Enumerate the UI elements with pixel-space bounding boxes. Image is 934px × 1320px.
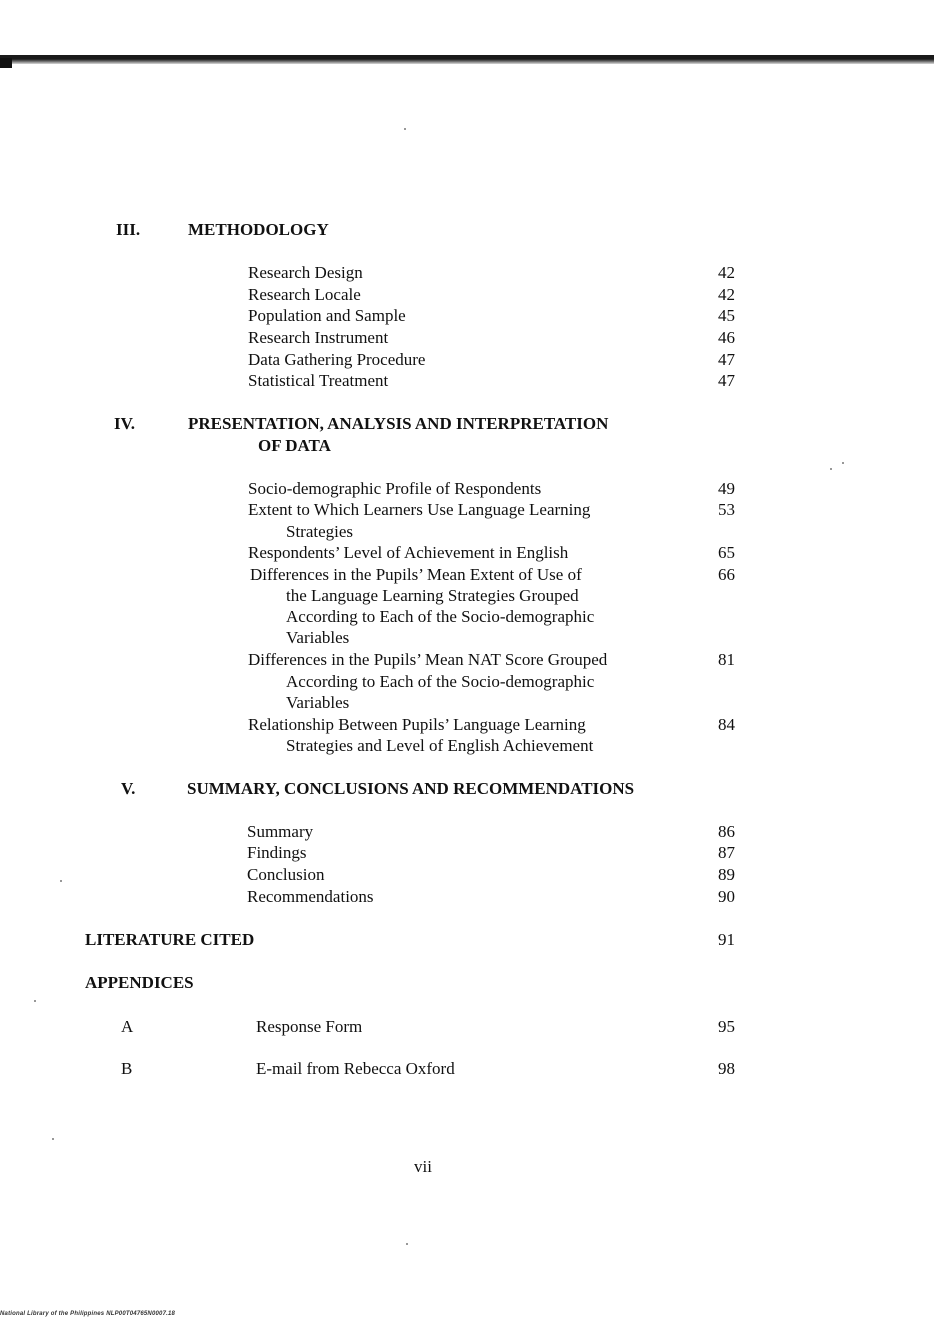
toc-entry-page: 84 bbox=[718, 715, 735, 734]
toc-entry-page: 49 bbox=[718, 479, 735, 498]
section-title: PRESENTATION, ANALYSIS AND INTERPRETATION bbox=[188, 414, 609, 433]
toc-entry-title: Extent to Which Learners Use Language Learning bbox=[248, 500, 591, 519]
toc-entry-page: 66 bbox=[718, 565, 735, 584]
toc-entry-title: Differences in the Pupils’ Mean Extent of Use of bbox=[250, 565, 582, 584]
toc-entry-page: 45 bbox=[718, 306, 735, 325]
toc-entry-page: 90 bbox=[718, 887, 735, 906]
toc-entry-title: Socio-demographic Profile of Respondents bbox=[248, 479, 542, 498]
toc-entry-page: 47 bbox=[718, 350, 735, 369]
section-numeral: III. bbox=[116, 220, 141, 239]
page-number: vii bbox=[414, 1157, 432, 1176]
scan-speck bbox=[34, 1000, 36, 1002]
literature-cited-heading: LITERATURE CITED bbox=[85, 930, 255, 949]
section-numeral: V. bbox=[121, 779, 136, 798]
toc-entry-title-continued: According to Each of the Socio-demographic bbox=[286, 607, 595, 626]
toc-entry-page: 87 bbox=[718, 843, 735, 862]
appendix-title: Response Form bbox=[256, 1017, 363, 1036]
footer-watermark: National Library of the Philippines NLP00T04765N0007.18 bbox=[0, 1311, 176, 1317]
toc-entry-page: 42 bbox=[718, 285, 735, 304]
toc-entry-title: Recommendations bbox=[247, 887, 374, 906]
toc-entry-title: Respondents’ Level of Achievement in English bbox=[248, 543, 569, 562]
toc-entry-title-continued: Variables bbox=[286, 693, 350, 712]
toc-entry-page: 86 bbox=[718, 822, 735, 841]
section-title-continued: OF DATA bbox=[258, 436, 331, 455]
section-title: METHODOLOGY bbox=[188, 220, 329, 239]
scan-speck bbox=[52, 1138, 54, 1140]
toc-entry-page: 46 bbox=[718, 328, 735, 347]
toc-entry-title: Research Design bbox=[248, 263, 363, 282]
toc-entry-title: Conclusion bbox=[247, 865, 325, 884]
toc-entry-title: Population and Sample bbox=[248, 306, 406, 325]
toc-entry-page: 81 bbox=[718, 650, 735, 669]
toc-entry-page: 91 bbox=[718, 930, 735, 949]
toc-entry-title: Statistical Treatment bbox=[248, 371, 389, 390]
toc-entry-page: 42 bbox=[718, 263, 735, 282]
toc-entry-title-continued: Strategies bbox=[286, 522, 354, 541]
scan-speck bbox=[842, 462, 844, 464]
toc-entry-title-continued: Variables bbox=[286, 628, 350, 647]
toc-entry-page: 47 bbox=[718, 371, 735, 390]
toc-entry-title: Relationship Between Pupils’ Language Learning bbox=[248, 715, 586, 734]
toc-entry-page: 95 bbox=[718, 1017, 735, 1036]
toc-entry-page: 89 bbox=[718, 865, 735, 884]
toc-entry-title: Data Gathering Procedure bbox=[248, 350, 426, 369]
scan-corner-mark bbox=[0, 58, 12, 68]
toc-entry-title: Research Locale bbox=[248, 285, 361, 304]
toc-entry-title-continued: According to Each of the Socio-demographic bbox=[286, 672, 595, 691]
scan-speck bbox=[406, 1243, 408, 1245]
toc-entry-title: Summary bbox=[247, 822, 314, 841]
appendix-letter: A bbox=[121, 1017, 134, 1036]
toc-entry-title: Findings bbox=[247, 843, 307, 862]
toc-entry-title: Differences in the Pupils’ Mean NAT Score Grouped bbox=[248, 650, 608, 669]
toc-entry-title-continued: the Language Learning Strategies Grouped bbox=[286, 586, 579, 605]
toc-entry-title-continued: Strategies and Level of English Achievement bbox=[286, 736, 594, 755]
appendices-heading: APPENDICES bbox=[85, 973, 194, 992]
scan-speck bbox=[404, 128, 406, 130]
section-numeral: IV. bbox=[114, 414, 135, 433]
section-title: SUMMARY, CONCLUSIONS AND RECOMMENDATIONS bbox=[187, 779, 635, 798]
toc-entry-title: Research Instrument bbox=[248, 328, 389, 347]
appendix-title: E-mail from Rebecca Oxford bbox=[256, 1059, 455, 1078]
scan-speck bbox=[60, 880, 62, 882]
scan-speck bbox=[830, 468, 832, 470]
appendix-letter: B bbox=[121, 1059, 133, 1078]
scan-top-border bbox=[0, 55, 934, 64]
toc-entry-page: 53 bbox=[718, 500, 735, 519]
toc-entry-page: 65 bbox=[718, 543, 735, 562]
toc-entry-page: 98 bbox=[718, 1059, 735, 1078]
